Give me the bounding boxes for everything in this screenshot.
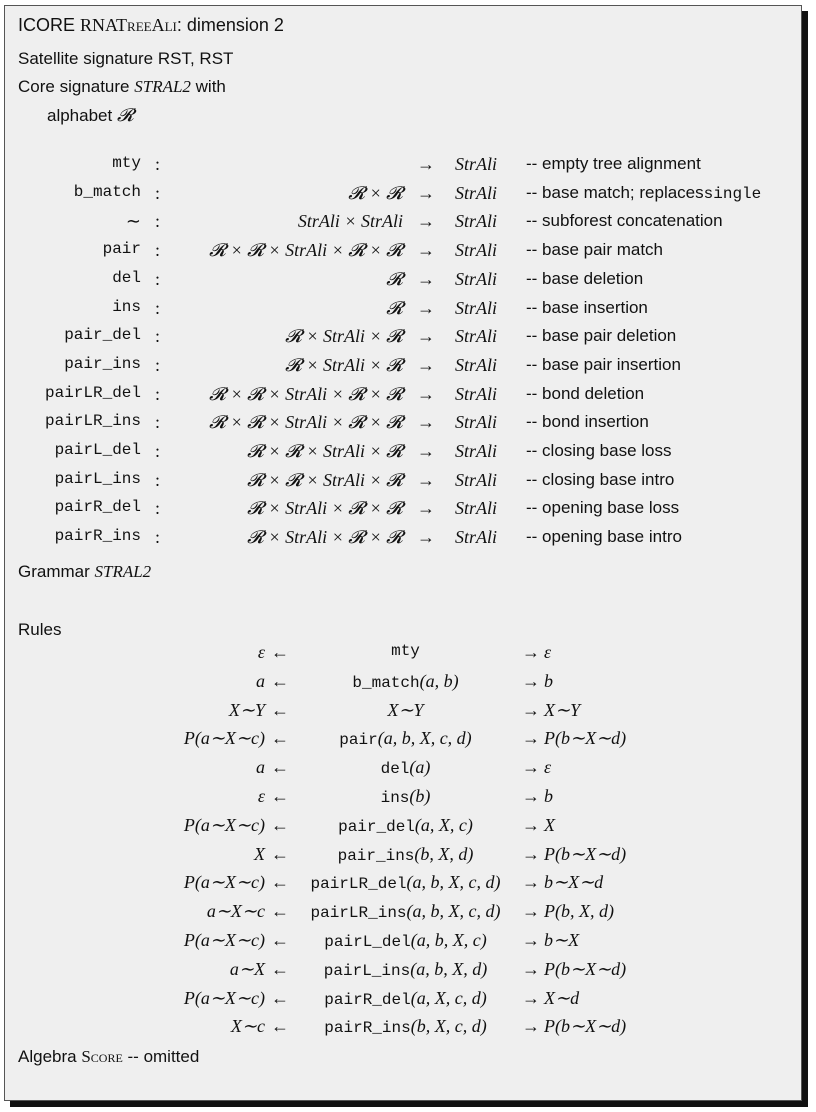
operator-comment: [526, 211, 723, 231]
right-arrow-icon: →: [522, 757, 540, 778]
right-arrow-icon: →: [522, 642, 540, 662]
rule-rhs-text: b: [544, 670, 553, 691]
rule-lhs: [258, 642, 289, 663]
rule-row: [5, 872, 801, 898]
core-label: Core signature: [18, 77, 135, 96]
colon: :: [155, 268, 161, 289]
rule-rhs: [522, 642, 551, 663]
algorithm-box: [4, 5, 802, 1101]
rule-function: [289, 844, 522, 865]
function-args: (b, X, d): [414, 843, 474, 864]
codomain-type: StrAli: [455, 441, 498, 461]
codomain-type: StrAli: [455, 498, 498, 519]
grammar-name: STRAL2: [94, 562, 152, 581]
rule-lhs-text: a: [256, 757, 265, 778]
rule-lhs: [258, 786, 289, 807]
rule-lhs-text: ε: [257, 786, 265, 806]
arrow-icon: →: [417, 412, 435, 433]
domain-type: 𝓡 × 𝓡 × StrAli × 𝓡 × 𝓡: [209, 412, 403, 433]
rule-function: [289, 930, 522, 951]
rule-lhs-text: P(a∼X∼c): [183, 872, 265, 893]
operator-comment: [526, 412, 649, 432]
codomain-type: StrAli: [455, 383, 498, 404]
signature-row: [5, 211, 801, 237]
signature-row: [5, 355, 801, 381]
rule-rhs: [522, 872, 603, 893]
comment-text: -- opening base loss: [526, 498, 680, 518]
function-name: del: [380, 760, 410, 779]
operator-comment: [526, 240, 663, 260]
colon: :: [155, 441, 161, 461]
function-name: pairR_del: [324, 990, 411, 1009]
rule-row: [5, 786, 801, 812]
right-arrow-icon: →: [522, 987, 540, 1008]
arrow-icon: →: [417, 326, 435, 347]
right-arrow-icon: →: [522, 872, 540, 893]
rule-rhs-text: X∼d: [544, 987, 580, 1008]
left-arrow-icon: ←: [271, 1016, 289, 1037]
operator-name: pairR_del: [54, 498, 141, 517]
rule-lhs: [256, 757, 289, 778]
rule-lhs-text: X: [254, 843, 265, 864]
rule-rhs-text: ε: [544, 642, 552, 662]
rule-rhs: [522, 786, 553, 807]
rule-rhs: [522, 1016, 626, 1037]
operator-comment: [526, 326, 676, 346]
rule-rhs: [522, 815, 555, 836]
rule-rhs-text: ε: [544, 757, 552, 778]
satellite-signature: Satellite signature RST, RST: [18, 49, 234, 68]
left-arrow-icon: ←: [271, 843, 289, 864]
comment-text: -- opening base intro: [526, 527, 682, 547]
signature-row: [5, 498, 801, 524]
function-args: (a, b, X, c): [410, 930, 487, 950]
function-args: (a, X, c, d): [410, 987, 487, 1008]
rule-rhs: [522, 959, 626, 980]
signature-row: [5, 240, 801, 266]
comment-text: -- base match; replaces: [526, 182, 704, 202]
colon: :: [155, 469, 161, 490]
function-name: pairLR_ins: [310, 904, 407, 923]
rule-rhs-text: P(b∼X∼d): [544, 843, 627, 864]
right-arrow-icon: →: [522, 1016, 540, 1037]
rule-rhs: [522, 988, 579, 1009]
operator-comment: [526, 441, 672, 461]
function-args: (a, X, c): [414, 814, 473, 835]
arrow-icon: →: [417, 240, 435, 261]
left-arrow-icon: ←: [271, 757, 289, 778]
rule-rhs: [522, 930, 579, 951]
arrow-icon: →: [417, 441, 435, 461]
rule-row: [5, 757, 801, 783]
rule-lhs-text: a∼X: [229, 958, 265, 979]
comment-text: -- closing base loss: [526, 441, 672, 460]
colon: :: [155, 412, 161, 433]
rule-rhs-text: b: [544, 786, 553, 806]
rule-function: [289, 642, 522, 660]
rule-rhs-text: X: [544, 814, 555, 835]
rule-function: [289, 700, 522, 721]
core-tail: with: [190, 77, 226, 96]
rule-lhs: [207, 901, 289, 922]
function-args: (b): [409, 786, 431, 806]
codomain-type: StrAli: [455, 297, 498, 318]
operator-comment: [526, 527, 682, 547]
operator-comment: [526, 470, 674, 490]
domain-type: 𝓡 × StrAli × 𝓡 × 𝓡: [247, 527, 403, 548]
domain-type: 𝓡: [386, 297, 403, 318]
comment-text: -- empty tree alignment: [526, 154, 701, 173]
left-arrow-icon: ←: [271, 930, 289, 950]
right-arrow-icon: →: [522, 930, 540, 950]
rule-row: [5, 700, 801, 726]
rule-row: [5, 988, 801, 1014]
comment-text: -- base deletion: [526, 268, 644, 288]
function-name: b_match: [352, 673, 420, 692]
function-args: (a, b, X, c, d): [406, 872, 501, 893]
left-arrow-icon: ←: [271, 699, 289, 720]
operator-name: pairR_ins: [54, 527, 141, 546]
left-arrow-icon: ←: [271, 728, 289, 749]
rule-rhs-text: P(b∼X∼d): [544, 1016, 627, 1037]
domain-type: StrAli × StrAli: [297, 211, 403, 232]
core-name: STRAL2: [134, 77, 191, 96]
rule-row: [5, 671, 801, 697]
operator-comment: [526, 183, 761, 203]
codomain-type: StrAli: [455, 527, 498, 548]
codomain-type: StrAli: [455, 354, 498, 375]
right-arrow-icon: →: [522, 901, 540, 922]
rule-row: [5, 728, 801, 754]
arrow-icon: →: [417, 469, 435, 490]
rule-rhs: [522, 671, 553, 692]
arrow-icon: →: [417, 527, 435, 548]
algebra-label: Algebra: [18, 1047, 82, 1066]
colon: :: [155, 354, 161, 375]
rule-lhs-text: ε: [257, 642, 265, 662]
signature-row: [5, 470, 801, 496]
arrow-icon: →: [417, 297, 435, 318]
operator-comment: [526, 298, 648, 318]
operator-name: pairL_ins: [54, 469, 141, 488]
operator-comment: [526, 269, 643, 289]
rule-function: [289, 872, 522, 893]
rule-function: [289, 786, 522, 807]
operator-name: ins: [112, 297, 141, 316]
colon: :: [155, 211, 161, 232]
signature-row: [5, 527, 801, 553]
rule-function: [289, 959, 522, 980]
right-arrow-icon: →: [522, 728, 540, 749]
rule-row: [5, 930, 801, 956]
arrow-icon: →: [417, 354, 435, 375]
grammar-label: Grammar: [18, 562, 95, 581]
function-name: pairL_ins: [323, 961, 411, 980]
rule-lhs-text: P(a∼X∼c): [183, 987, 265, 1008]
core-signature: [18, 77, 226, 97]
signature-row: [5, 154, 801, 180]
rule-function: [289, 757, 522, 778]
signature-row: [5, 384, 801, 410]
right-arrow-icon: →: [522, 786, 540, 806]
domain-type: 𝓡 × 𝓡: [348, 182, 403, 203]
rule-function: [289, 1016, 522, 1037]
arrow-icon: →: [417, 211, 435, 232]
function-args: X∼Y: [387, 699, 424, 720]
rule-lhs: [231, 1016, 289, 1037]
colon: :: [155, 297, 161, 318]
signature-row: [5, 441, 801, 467]
rule-function: [289, 988, 522, 1009]
colon: :: [155, 154, 161, 174]
codomain-type: StrAli: [455, 268, 498, 289]
right-arrow-icon: →: [522, 814, 540, 835]
rule-rhs-text: P(b∼X∼d): [544, 958, 627, 979]
comment-text: -- base pair match: [526, 240, 663, 260]
comment-text: -- bond deletion: [526, 383, 645, 403]
rule-lhs-text: X∼c: [230, 1016, 265, 1037]
colon: :: [155, 383, 161, 404]
algebra-line: [18, 1047, 199, 1067]
rule-lhs: [184, 728, 289, 749]
rule-function: [289, 671, 522, 692]
alphabet-symbol: 𝓡: [116, 105, 134, 125]
rule-lhs-text: P(a∼X∼c): [183, 930, 265, 950]
arrow-icon: →: [417, 154, 435, 174]
rule-rhs-text: b∼X: [544, 930, 580, 950]
left-arrow-icon: ←: [271, 901, 289, 922]
rule-lhs: [254, 844, 289, 865]
domain-type: 𝓡 × StrAli × 𝓡 × 𝓡: [247, 498, 403, 519]
domain-type: 𝓡 × StrAli × 𝓡: [285, 326, 403, 347]
colon: :: [155, 182, 161, 203]
operator-comment: [526, 154, 701, 174]
right-arrow-icon: →: [522, 699, 540, 720]
right-arrow-icon: →: [522, 843, 540, 864]
codomain-type: StrAli: [455, 154, 498, 174]
function-name: mty: [391, 642, 420, 660]
domain-type: 𝓡 × 𝓡 × StrAli × 𝓡 × 𝓡: [209, 383, 403, 404]
codomain-type: StrAli: [455, 412, 498, 433]
left-arrow-icon: ←: [271, 642, 289, 662]
operator-name: pairLR_del: [44, 383, 141, 402]
left-arrow-icon: ←: [271, 987, 289, 1008]
operator-name: pairL_del: [54, 441, 141, 459]
rule-lhs-text: P(a∼X∼c): [183, 728, 265, 749]
operator-comment: [526, 498, 679, 518]
operator-comment: [526, 355, 681, 375]
rule-function: [289, 728, 522, 749]
rule-lhs: [230, 959, 289, 980]
function-name: pair_ins: [337, 846, 415, 865]
rule-function: [289, 815, 522, 836]
title-prefix: ICORE: [18, 15, 81, 35]
domain-type: 𝓡 × 𝓡 × StrAli × 𝓡: [247, 469, 403, 490]
function-name: pairR_ins: [324, 1019, 411, 1038]
codomain-type: StrAli: [455, 182, 498, 203]
algebra-tail: -- omitted: [122, 1047, 200, 1066]
rule-rhs: [522, 728, 626, 749]
rule-rhs-text: P(b, X, d): [544, 901, 614, 922]
function-name: pairL_del: [324, 933, 411, 951]
comment-text: -- base pair insertion: [526, 354, 681, 374]
operator-name: pairLR_ins: [44, 412, 141, 431]
rule-row: [5, 844, 801, 870]
rule-rhs: [522, 844, 626, 865]
function-args: (b, X, c, d): [410, 1016, 487, 1037]
operator-name: del: [112, 268, 141, 287]
operator-name: pair_ins: [64, 354, 141, 373]
comment-text: -- base insertion: [526, 297, 648, 317]
rule-lhs-text: X∼Y: [228, 699, 265, 720]
rule-lhs: [184, 930, 289, 951]
domain-type: 𝓡 × 𝓡 × StrAli × 𝓡 × 𝓡: [209, 240, 403, 261]
signature-row: [5, 269, 801, 295]
rule-row: [5, 642, 801, 668]
rule-rhs: [522, 901, 614, 922]
operator-name: b_match: [73, 182, 141, 201]
operator-name: mty: [112, 154, 141, 172]
left-arrow-icon: ←: [271, 958, 289, 979]
left-arrow-icon: ←: [271, 814, 289, 835]
codomain-type: StrAli: [455, 326, 498, 347]
left-arrow-icon: ←: [271, 872, 289, 893]
function-args: (a, b): [419, 670, 459, 691]
function-args: (a, b, X, c, d): [377, 728, 472, 749]
function-name: pair_del: [338, 817, 415, 836]
colon: :: [155, 527, 161, 548]
function-args: (a, b, X, d): [410, 958, 488, 979]
signature-row: [5, 412, 801, 438]
arrow-icon: →: [417, 268, 435, 289]
codomain-type: StrAli: [455, 240, 498, 261]
codomain-type: StrAli: [455, 211, 498, 232]
rule-rhs: [522, 757, 551, 778]
signature-row: [5, 326, 801, 352]
right-arrow-icon: →: [522, 670, 540, 691]
function-args: (a, b, X, c, d): [406, 901, 501, 922]
title-suffix: : dimension 2: [176, 15, 284, 35]
operator-comment: [526, 384, 644, 404]
rule-row: [5, 1016, 801, 1042]
arrow-icon: →: [417, 498, 435, 519]
arrow-icon: →: [417, 182, 435, 203]
comment-text: -- bond insertion: [526, 412, 649, 432]
right-arrow-icon: →: [522, 958, 540, 979]
function-name: pair: [339, 731, 378, 750]
arrow-icon: →: [417, 383, 435, 404]
rule-lhs: [184, 815, 289, 836]
rule-rhs: [522, 700, 580, 721]
rule-lhs-text: P(a∼X∼c): [183, 814, 265, 835]
signature-row: [5, 298, 801, 324]
function-args: (a): [409, 757, 431, 778]
rule-row: [5, 901, 801, 927]
rule-lhs: [184, 872, 289, 893]
comment-text: -- base pair deletion: [526, 326, 677, 346]
comment-text: -- subforest concatenation: [526, 211, 723, 231]
grammar-line: [18, 562, 151, 582]
comment-text: -- closing base intro: [526, 469, 675, 489]
alphabet-line: [47, 105, 134, 126]
rule-row: [5, 815, 801, 841]
page-title: [18, 15, 284, 36]
title-name: RNATreeAli: [80, 15, 177, 35]
rule-rhs-text: X∼Y: [544, 699, 581, 720]
rule-lhs-text: a∼X∼c: [206, 901, 265, 922]
signature-row: [5, 183, 801, 209]
rule-rhs-text: b∼X∼d: [544, 872, 604, 893]
alphabet-label: alphabet: [47, 106, 117, 125]
rule-row: [5, 959, 801, 985]
operator-name: pair_del: [64, 326, 141, 345]
rule-lhs: [256, 671, 289, 692]
colon: :: [155, 240, 161, 261]
function-name: ins: [380, 789, 410, 807]
rule-rhs-text: P(b∼X∼d): [544, 728, 627, 749]
left-arrow-icon: ←: [271, 786, 289, 806]
algebra-name: Score: [81, 1047, 123, 1066]
colon: :: [155, 498, 161, 519]
operator-name: pair: [102, 240, 141, 259]
rule-lhs: [184, 988, 289, 1009]
comment-code: single: [703, 184, 762, 203]
codomain-type: StrAli: [455, 469, 498, 490]
operator-name: ∼: [125, 211, 141, 232]
domain-type: 𝓡: [386, 268, 403, 289]
domain-type: 𝓡 × 𝓡 × StrAli × 𝓡: [247, 441, 403, 461]
rule-function: [289, 901, 522, 922]
left-arrow-icon: ←: [271, 670, 289, 691]
domain-type: 𝓡 × StrAli × 𝓡: [285, 354, 403, 375]
function-name: pairLR_del: [310, 875, 407, 894]
rule-lhs-text: a: [256, 670, 265, 691]
colon: :: [155, 326, 161, 347]
rules-heading: Rules: [18, 620, 62, 639]
rule-lhs: [229, 700, 289, 721]
